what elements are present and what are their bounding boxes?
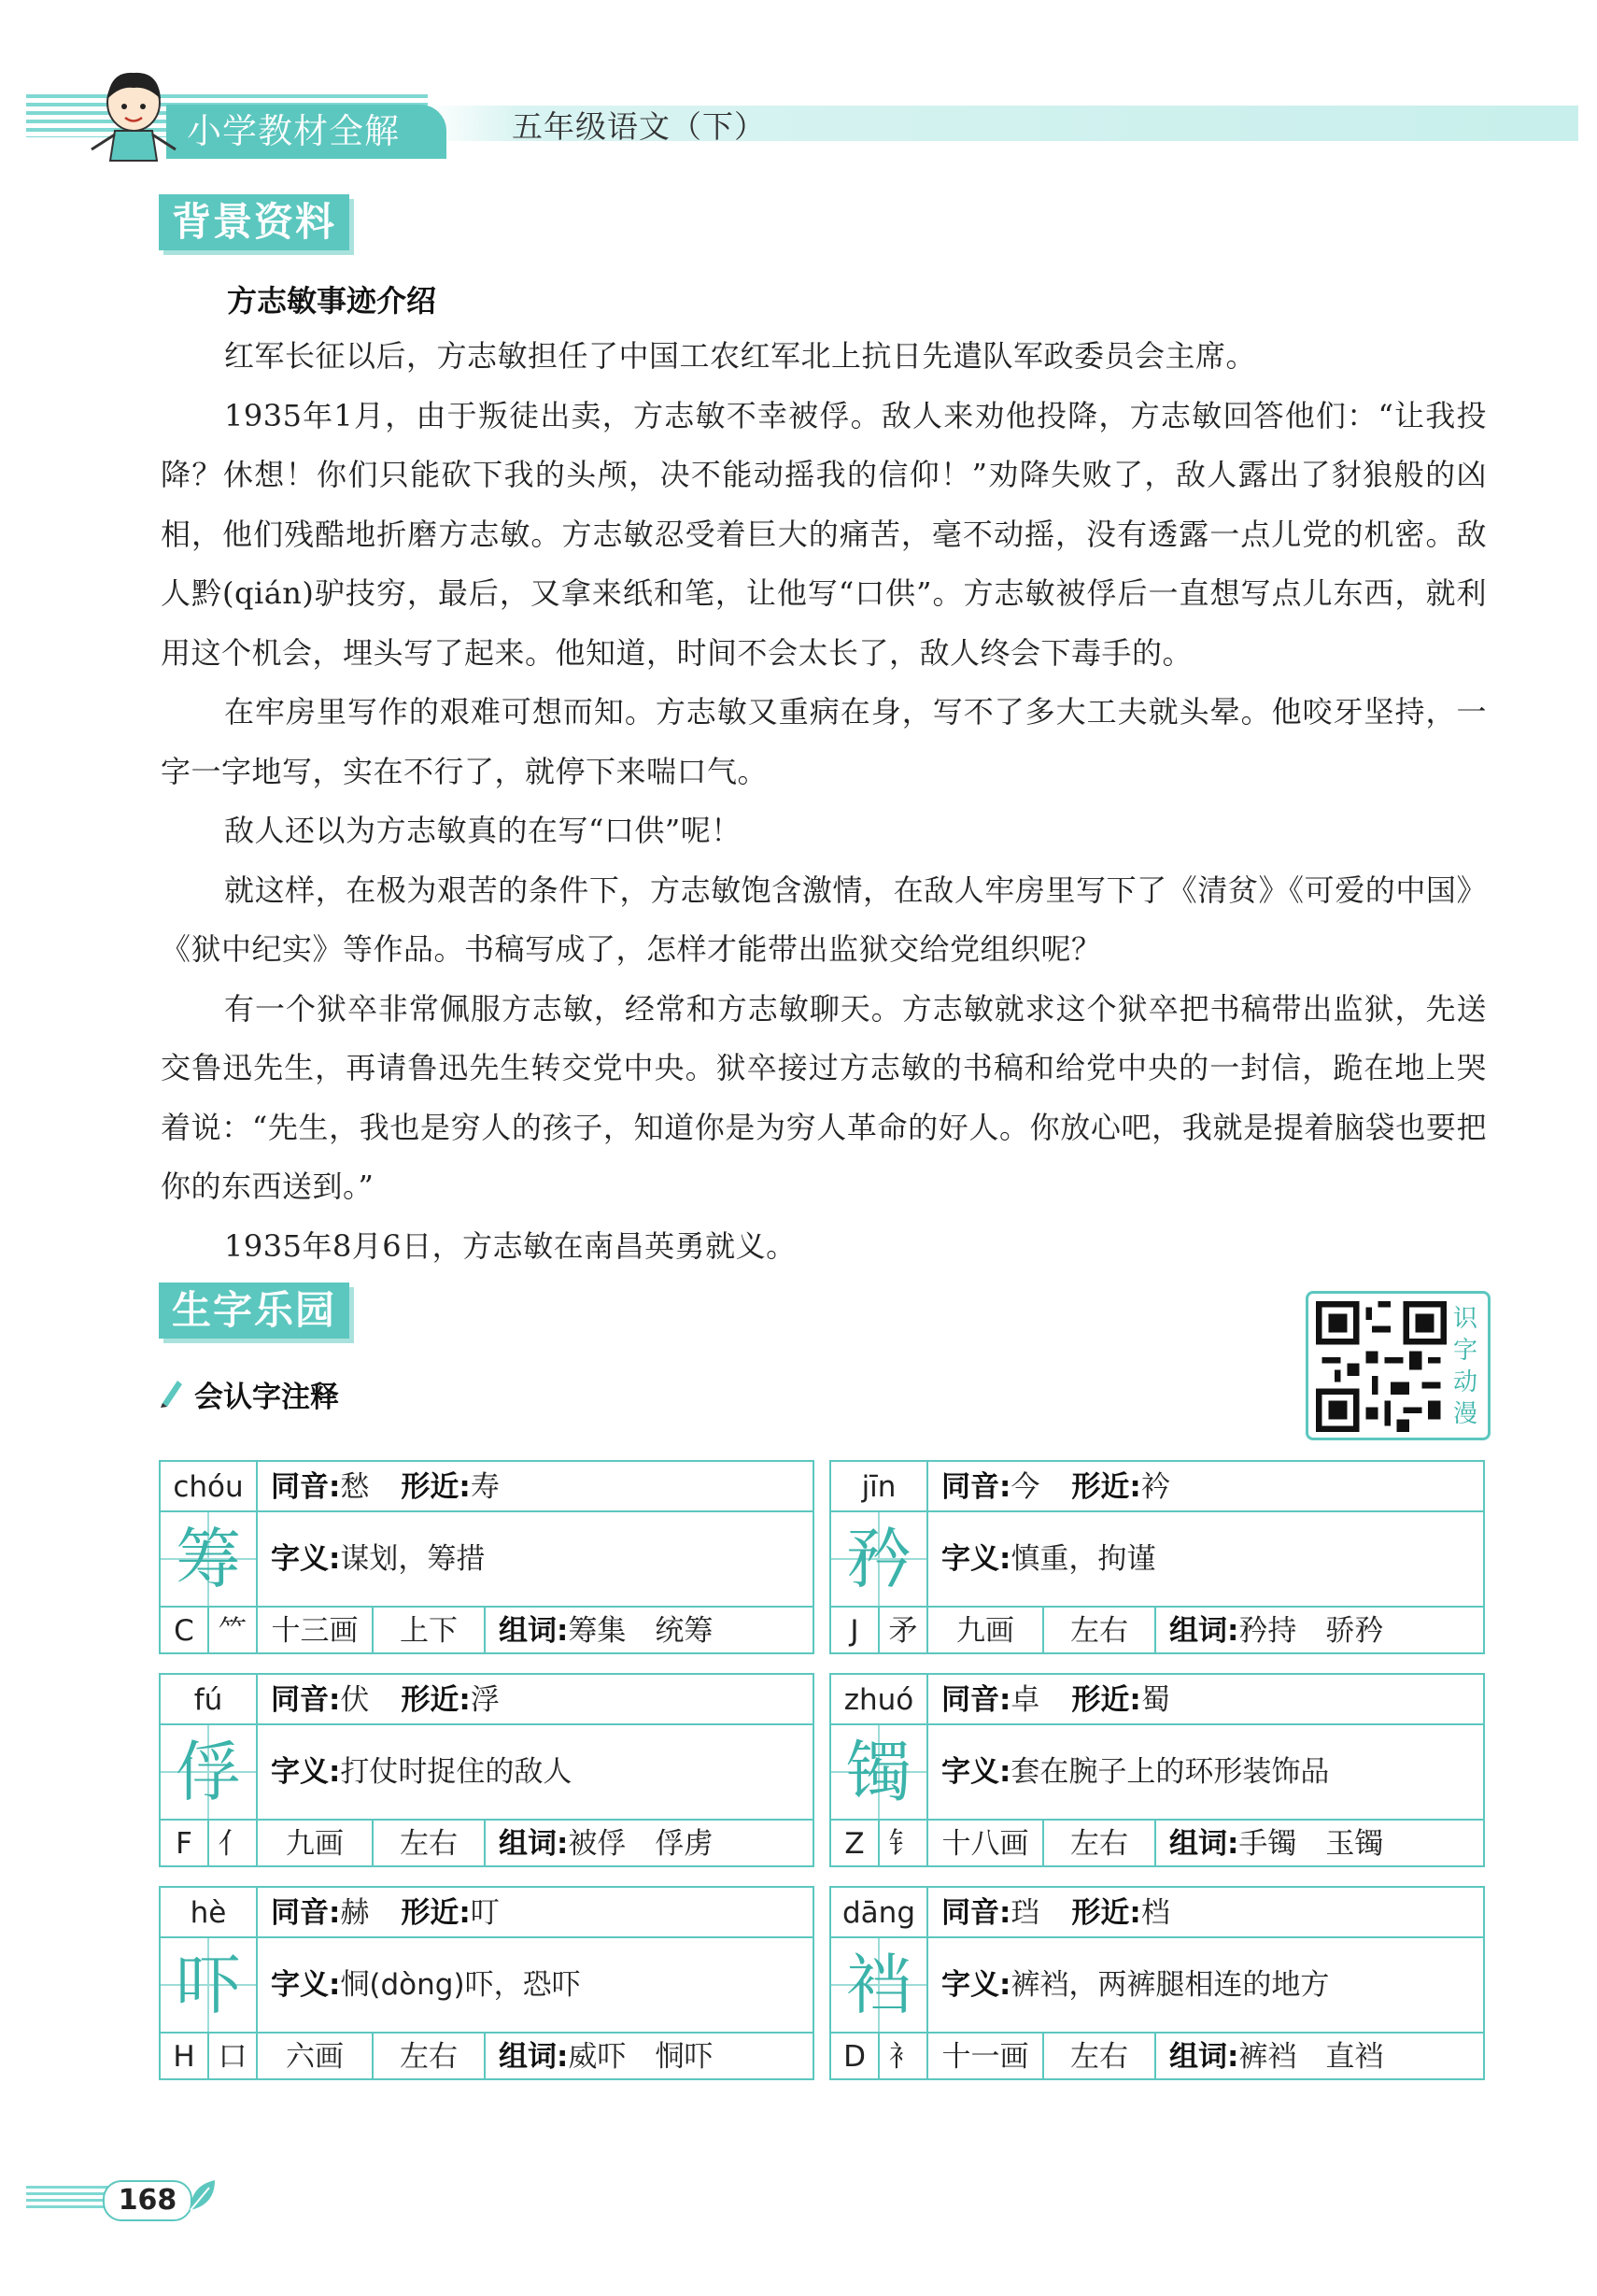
series-title: 小学教材全解 [166, 105, 446, 159]
card-homophone: 愁 [340, 1470, 370, 1504]
card-pinyin: hè [161, 1888, 258, 1938]
homophone-label: 同音: [271, 1896, 341, 1930]
meaning-label: 字义: [271, 1968, 341, 2002]
qr-code-icon[interactable] [1316, 1301, 1447, 1432]
similar-label: 形近: [1071, 1896, 1141, 1930]
homophone-label: 同音: [941, 1470, 1011, 1504]
meaning-label: 字义: [271, 1755, 341, 1789]
card-meaning: 恫(dòng)吓，恐吓 [340, 1968, 581, 2002]
card-pinyin: jīn [831, 1462, 928, 1512]
character-card [829, 1673, 1485, 1867]
card-pinyin: chóu [161, 1462, 258, 1512]
card-structure: 上下 [374, 1608, 486, 1654]
words-label: 组词: [1169, 1827, 1239, 1861]
similar-label: 形近: [1071, 1470, 1141, 1504]
card-similar: 叮 [470, 1896, 500, 1930]
homophone-label: 同音: [271, 1470, 341, 1504]
similar-label: 形近: [401, 1470, 471, 1504]
card-similar: 浮 [470, 1683, 500, 1717]
story-paragraph: 1935年8月6日，方志敏在南昌英勇就义。 [224, 1227, 797, 1264]
card-meaning: 套在腕子上的环形装饰品 [1010, 1755, 1330, 1789]
pencil-icon [157, 1375, 185, 1409]
page-number: 168 [103, 2180, 192, 2221]
card-similar: 档 [1140, 1896, 1170, 1930]
card-pinyin: dāng [831, 1888, 928, 1938]
character-grid-cell [831, 1938, 928, 2032]
card-radical: ⺮ [209, 1608, 258, 1654]
card-strokes: 九画 [928, 1608, 1044, 1654]
words-label: 组词: [499, 2040, 569, 2074]
card-homophone-row [258, 1675, 813, 1725]
card-meaning-row [258, 1725, 813, 1819]
card-meaning: 慎重，拘谨 [1010, 1542, 1156, 1576]
card-info-row [831, 1819, 1483, 1867]
card-homophone-row [928, 1462, 1483, 1512]
card-info-row [161, 2032, 813, 2080]
qr-caption: 识字动漫 [1452, 1305, 1477, 1428]
card-homophone: 伏 [340, 1683, 370, 1717]
card-similar: 寿 [470, 1470, 500, 1504]
character-grid-cell [831, 1512, 928, 1606]
similar-label: 形近: [1071, 1683, 1141, 1717]
character-card [159, 1673, 814, 1867]
words-label: 组词: [499, 1827, 569, 1861]
card-index-letter: H [161, 2034, 209, 2080]
story-paragraph: 1935年1月，由于叛徒出卖，方志敏不幸被俘。敌人来劝他投降，方志敏回答他们：“让我投降？休想！你们只能砍下我的头颅，决不能动摇我的信仰！”劝降失败了，敌人露出了豺狼般的凶相，他们残酷地折磨方志敏。方志敏忍受着巨大的痛苦，毫不动摇，没有透露一点儿党的机密。敌人黔(qián)驴技穷，最后，又拿来纸和笔，让他写“口供”。方志敏被俘后一直想写点儿东西，就利用这个机会，埋头写了起来。他知道，时间不会太长了，敌人终会下毒手的。 [161, 397, 1487, 671]
card-meaning-row [928, 1938, 1483, 2032]
leaf-icon [187, 2176, 219, 2214]
card-words-cell [486, 2034, 813, 2080]
card-character: 裆 [846, 1947, 912, 2023]
card-words: 裤裆 直裆 [1238, 2040, 1384, 2074]
card-radical: 亻 [209, 1821, 258, 1867]
card-character: 镯 [846, 1734, 912, 1810]
card-similar: 蜀 [1140, 1683, 1170, 1717]
card-meaning: 谋划，筹措 [340, 1542, 486, 1576]
card-strokes: 九画 [258, 1821, 374, 1867]
card-homophone-row [258, 1462, 813, 1512]
card-structure: 左右 [374, 1821, 486, 1867]
meaning-label: 字义: [941, 1755, 1011, 1789]
card-homophone: 今 [1010, 1470, 1040, 1504]
qr-code-box[interactable] [1306, 1291, 1491, 1440]
card-character: 吓 [176, 1947, 241, 2023]
homophone-label: 同音: [941, 1683, 1011, 1717]
similar-label: 形近: [401, 1683, 471, 1717]
character-card [159, 1460, 814, 1654]
card-meaning-row [258, 1512, 813, 1606]
meaning-label: 字义: [271, 1542, 341, 1576]
card-words: 手镯 玉镯 [1238, 1827, 1384, 1861]
card-character: 矜 [846, 1521, 912, 1597]
card-index-letter: F [161, 1821, 209, 1867]
section-label-background: 背景资料 [159, 194, 349, 250]
card-meaning: 打仗时捉住的敌人 [340, 1755, 572, 1789]
character-card [829, 1886, 1485, 2080]
homophone-label: 同音: [271, 1683, 341, 1717]
story-text [161, 327, 1487, 1276]
card-index-letter: Z [831, 1821, 880, 1867]
card-homophone-row [928, 1675, 1483, 1725]
section-label-characters: 生字乐园 [159, 1283, 349, 1339]
card-radical: 衤 [880, 2034, 928, 2080]
card-strokes: 十三画 [258, 1608, 374, 1654]
card-info-row [831, 1606, 1483, 1654]
card-homophone-row [258, 1888, 813, 1938]
card-meaning: 裤裆，两裤腿相连的地方 [1010, 1968, 1330, 2002]
meaning-label: 字义: [941, 1968, 1011, 2002]
words-label: 组词: [1169, 1614, 1239, 1648]
card-similar: 衿 [1140, 1470, 1170, 1504]
card-character: 俘 [176, 1734, 241, 1810]
card-info-row [161, 1819, 813, 1867]
boy-mascot-icon [82, 64, 185, 166]
card-structure: 左右 [374, 2034, 486, 2080]
story-paragraph: 敌人还以为方志敏真的在写“口供”呢！ [224, 813, 742, 848]
grade-subject: 五年级语文（下） [512, 108, 766, 145]
card-words: 筹集 统筹 [568, 1614, 714, 1648]
card-words-cell [486, 1608, 813, 1654]
card-pinyin: fú [161, 1675, 258, 1725]
card-info-row [161, 1606, 813, 1654]
character-grid-cell [161, 1725, 258, 1819]
card-index-letter: J [831, 1608, 880, 1654]
card-words-cell [486, 1821, 813, 1867]
character-grid-cell [161, 1938, 258, 2032]
card-homophone: 赫 [340, 1896, 370, 1930]
card-character: 筹 [176, 1521, 241, 1597]
character-grid-cell [161, 1512, 258, 1606]
card-info-row [831, 2032, 1483, 2080]
card-strokes: 十一画 [928, 2034, 1044, 2080]
note-heading: 会认字注释 [194, 1381, 339, 1414]
card-index-letter: C [161, 1608, 209, 1654]
card-words: 矜持 骄矜 [1238, 1614, 1384, 1648]
homophone-label: 同音: [941, 1896, 1011, 1930]
card-words-cell [1156, 1821, 1483, 1867]
character-card [159, 1886, 814, 2080]
card-words: 被俘 俘虏 [568, 1827, 714, 1861]
character-card [829, 1460, 1485, 1654]
card-meaning-row [258, 1938, 813, 2032]
story-subtitle: 方志敏事迹介绍 [227, 283, 437, 319]
story-paragraph: 有一个狱卒非常佩服方志敏，经常和方志敏聊天。方志敏就求这个狱卒把书稿带出监狱，先送交鲁迅先生，再请鲁迅先生转交党中央。狱卒接过方志敏的书稿和给党中央的一封信，跪在地上哭着说：“先生，我也是穷人的孩子，知道你是为穷人革命的好人。你放心吧，我就是提着脑袋也要把你的东西送到。” [161, 990, 1487, 1204]
words-label: 组词: [499, 1614, 569, 1648]
card-radical: 矛 [880, 1608, 928, 1654]
card-homophone: 卓 [1010, 1683, 1040, 1717]
card-strokes: 六画 [258, 2034, 374, 2080]
character-grid-cell [831, 1725, 928, 1819]
card-homophone-row [928, 1888, 1483, 1938]
words-label: 组词: [1169, 2040, 1239, 2074]
card-words-cell [1156, 2034, 1483, 2080]
card-structure: 左右 [1044, 1608, 1156, 1654]
card-words: 威吓 恫吓 [568, 2040, 714, 2074]
similar-label: 形近: [401, 1896, 471, 1930]
card-structure: 左右 [1044, 1821, 1156, 1867]
card-radical: 口 [209, 2034, 258, 2080]
card-index-letter: D [831, 2034, 880, 2080]
card-meaning-row [928, 1725, 1483, 1819]
card-words-cell [1156, 1608, 1483, 1654]
story-paragraph: 就这样，在极为艰苦的条件下，方志敏饱含激情，在敌人牢房里写下了《清贫》《可爱的中国》《狱中纪实》等作品。书稿写成了，怎样才能带出监狱交给党组织呢？ [161, 872, 1487, 967]
meaning-label: 字义: [941, 1542, 1011, 1576]
card-meaning-row [928, 1512, 1483, 1606]
card-strokes: 十八画 [928, 1821, 1044, 1867]
card-pinyin: zhuó [831, 1675, 928, 1725]
card-structure: 左右 [1044, 2034, 1156, 2080]
card-homophone: 珰 [1010, 1896, 1040, 1930]
story-paragraph: 红军长征以后，方志敏担任了中国工农红军北上抗日先遣队军政委员会主席。 [224, 338, 1257, 374]
card-radical: 钅 [880, 1821, 928, 1867]
story-paragraph: 在牢房里写作的艰难可想而知。方志敏又重病在身，写不了多大工夫就头晕。他咬牙坚持，一字一字地写，实在不行了，就停下来喘口气。 [161, 694, 1487, 789]
